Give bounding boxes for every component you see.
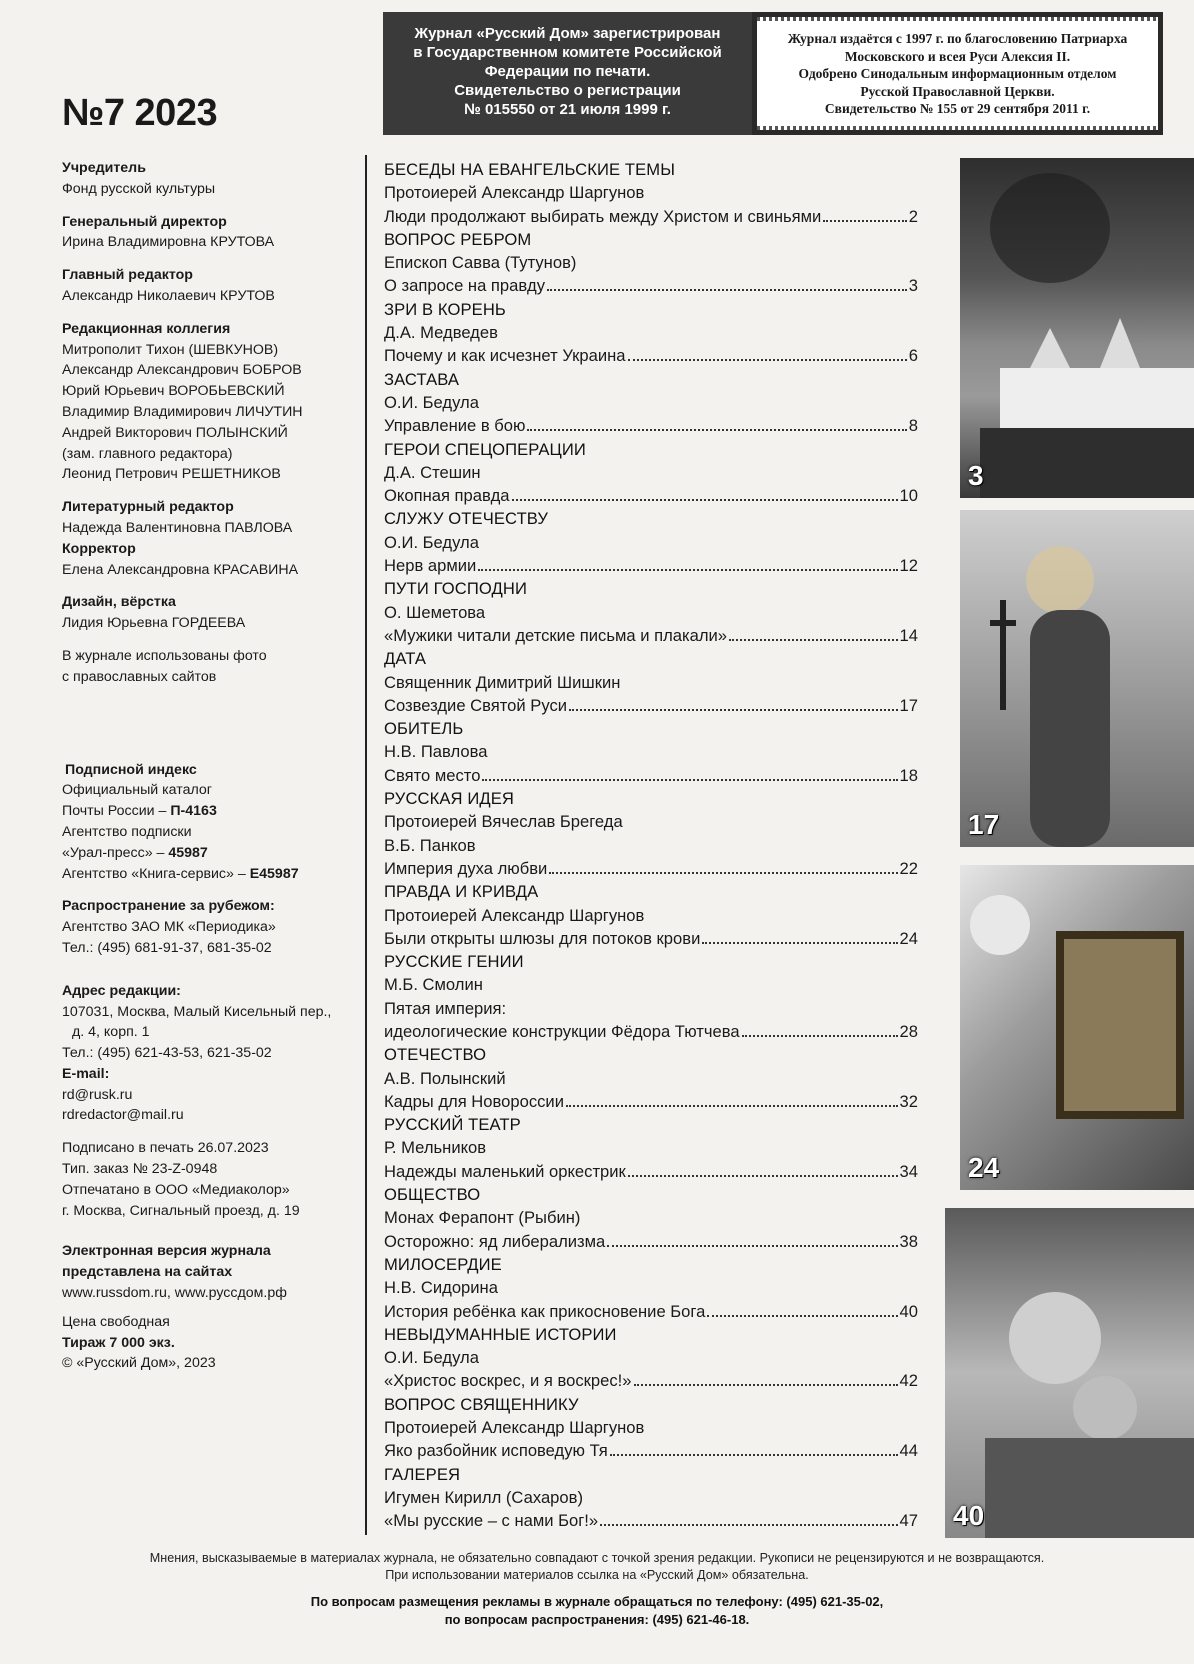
toc-page: 44 <box>899 1441 918 1461</box>
toc-page: 18 <box>899 765 918 785</box>
address-heading: Адрес редакции: <box>62 982 181 999</box>
toc-page: 22 <box>899 858 918 878</box>
subscription-line: Официальный каталог <box>62 782 212 799</box>
registration-line: в Государственном комитете Российской <box>413 44 722 61</box>
toc-page: 28 <box>899 1021 918 1041</box>
subscription-line: Агентство «Книга-сервис» – Е45987 <box>62 865 299 882</box>
toc-title: Нерв армии <box>384 556 477 576</box>
toc-entry[interactable] <box>384 857 918 880</box>
toc-title: Надежды маленький оркестрик <box>384 1161 626 1181</box>
masthead-column <box>62 158 362 1374</box>
toc-leader <box>607 1245 897 1247</box>
toc-author: Н.В. Павлова <box>384 742 488 762</box>
toc-section: РУССКИЕ ГЕНИИ <box>384 952 524 972</box>
toc-author: Пятая империя: <box>384 998 507 1018</box>
toc-page: 24 <box>899 928 918 948</box>
founder: Фонд русской культуры <box>62 180 216 197</box>
toc-title: История ребёнка как прикосновение Бога <box>384 1301 706 1321</box>
toc-page: 10 <box>899 486 918 506</box>
toc-entry[interactable] <box>384 1439 918 1462</box>
disclaimer-line: При использовании материалов ссылка на «Русский Дом» обязательна. <box>385 1568 809 1582</box>
toc-entry[interactable] <box>384 205 918 228</box>
disclaimer-line: Мнения, высказываемые в материалах журнала, не обязательно совпадают с точкой зрения редакции. Рукописи не рецензируются и не возвращаются. <box>149 1551 1045 1565</box>
toc-page: 47 <box>899 1511 918 1531</box>
photo-page-label: 40 <box>953 1500 985 1531</box>
toc-title: «Мужики читали детские письма и плакали» <box>384 625 728 645</box>
toc-leader <box>566 1105 898 1107</box>
toc-page: 2 <box>908 206 918 226</box>
toc-entry[interactable] <box>384 414 918 437</box>
toc-title: Люди продолжают выбирать между Христом и свиньями <box>384 206 822 226</box>
design-heading: Дизайн, вёрстка <box>62 594 176 611</box>
design-name: Лидия Юрьевна ГОРДЕЕВА <box>62 615 246 632</box>
blessing-line: Московского и всея Руси Алексия II. <box>844 48 1071 64</box>
subscription-line: «Урал-пресс» – 45987 <box>62 844 208 861</box>
toc-author: В.Б. Панков <box>384 835 476 855</box>
toc-entry[interactable] <box>384 694 918 717</box>
board-member: Андрей Викторович ПОЛЫНСКИЙ <box>62 424 288 441</box>
toc-page: 40 <box>899 1301 918 1321</box>
toc-leader <box>729 639 897 641</box>
lit-editor-name: Надежда Валентиновна ПАВЛОВА <box>62 519 293 536</box>
icon-procession-icon <box>960 865 1194 1190</box>
toc-author: А.В. Полынский <box>384 1068 506 1088</box>
toc-leader <box>707 1315 897 1317</box>
ads-line: по вопросам распространения: (495) 621-46-18. <box>444 1612 750 1627</box>
toc-section: СЛУЖУ ОТЕЧЕСТВУ <box>384 509 549 529</box>
table-of-contents <box>384 158 918 1533</box>
toc-section: РУССКИЙ ТЕАТР <box>384 1115 521 1135</box>
address-line: д. 4, корп. 1 <box>72 1024 150 1041</box>
ads-contacts <box>0 1593 1194 1629</box>
column-divider <box>365 155 367 1535</box>
toc-section: ОБЩЕСТВО <box>384 1185 481 1205</box>
toc-leader <box>478 569 897 571</box>
saint-icon <box>960 510 1194 847</box>
toc-entry[interactable] <box>384 484 918 507</box>
toc-section: ГАЛЕРЕЯ <box>384 1464 461 1484</box>
board-member: Александр Александрович БОБРОВ <box>62 362 302 379</box>
registration-line: Журнал «Русский Дом» зарегистрирован <box>414 25 721 42</box>
print-line: Тип. заказ № 23-Z-0948 <box>62 1161 218 1178</box>
toc-leader <box>823 220 906 222</box>
toc-author: Протоиерей Александр Шаргунов <box>384 1418 645 1438</box>
toc-page: 12 <box>899 556 918 576</box>
toc-title: Яко разбойник исповедую Тя <box>384 1441 608 1461</box>
toc-title: Империя духа любви <box>384 858 548 878</box>
toc-leader <box>600 1524 897 1526</box>
toc-leader <box>569 709 898 711</box>
ads-line: По вопросам размещения рекламы в журнале обращаться по телефону: (495) 621-35-02, <box>310 1594 884 1609</box>
editor-name: Александр Николаевич КРУТОВ <box>62 287 275 304</box>
toc-author: Священник Димитрий Шишкин <box>384 672 621 692</box>
gd-name: Ирина Владимировна КРУТОВА <box>62 234 275 251</box>
abroad-heading: Распространение за рубежом: <box>62 898 275 915</box>
toc-entry[interactable] <box>384 1020 918 1043</box>
toc-title: Свято место <box>384 765 481 785</box>
toc-entry[interactable] <box>384 1090 918 1113</box>
toc-entry[interactable] <box>384 927 918 950</box>
gd-heading: Генеральный директор <box>62 213 227 230</box>
email-heading: E-mail: <box>62 1065 110 1082</box>
registration-box <box>383 12 752 135</box>
blessing-box <box>752 12 1163 135</box>
toc-page: 32 <box>899 1091 918 1111</box>
toc-entry[interactable] <box>384 1509 918 1532</box>
board-heading: Редакционная коллегия <box>62 320 231 337</box>
toc-page: 17 <box>899 695 918 715</box>
toc-title: О запросе на правду <box>384 276 545 296</box>
toc-section: НЕВЫДУМАННЫЕ ИСТОРИИ <box>384 1324 617 1344</box>
toc-section: ГЕРОИ СПЕЦОПЕРАЦИИ <box>384 439 586 459</box>
toc-page: 38 <box>899 1231 918 1251</box>
toc-section: ОТЕЧЕСТВО <box>384 1045 487 1065</box>
disclaimer <box>0 1550 1194 1584</box>
toc-section: ПРАВДА И КРИВДА <box>384 882 539 902</box>
toc-author: Протоиерей Александр Шаргунов <box>384 183 645 203</box>
toc-page: 34 <box>899 1161 918 1181</box>
toc-section: РУССКАЯ ИДЕЯ <box>384 789 514 809</box>
toc-leader <box>742 1035 898 1037</box>
websites[interactable]: www.russdom.ru, www.руссдом.рф <box>62 1285 287 1302</box>
toc-section: ЗРИ В КОРЕНЬ <box>384 299 506 319</box>
abroad-line: Агентство ЗАО МК «Периодика» <box>62 919 276 936</box>
toc-leader <box>702 942 897 944</box>
issue-number: №7 2023 <box>62 92 218 134</box>
board-member: (зам. главного редактора) <box>62 445 233 462</box>
toc-leader <box>512 499 898 501</box>
photo-procession <box>960 865 1194 1190</box>
subscription-line: Почты России – П-4163 <box>62 803 217 820</box>
toc-entry[interactable] <box>384 1300 918 1323</box>
registration-line: Федерации по печати. <box>484 63 651 80</box>
toc-section: ПУТИ ГОСПОДНИ <box>384 579 528 599</box>
toc-title: Созвездие Святой Руси <box>384 695 568 715</box>
toc-leader <box>549 872 897 874</box>
monastery-icon <box>960 158 1194 498</box>
toc-leader <box>610 1454 898 1456</box>
photo-note: с православных сайтов <box>62 668 217 685</box>
founder-heading: Учредитель <box>62 160 146 176</box>
photo-page-label: 3 <box>968 460 984 491</box>
blessing-line: Журнал издаётся с 1997 г. по благословению Патриарха <box>787 31 1128 46</box>
board-member: Леонид Петрович РЕШЕТНИКОВ <box>62 466 281 483</box>
toc-title: Кадры для Новороссии <box>384 1091 564 1111</box>
toc-author: Епископ Савва (Тутунов) <box>384 253 577 273</box>
online-heading: представлена на сайтах <box>62 1264 233 1281</box>
address-line: Тел.: (495) 621-43-53, 621-35-02 <box>62 1045 272 1062</box>
toc-leader <box>634 1384 898 1386</box>
toc-entry[interactable] <box>384 1230 918 1253</box>
blessing-line: Русской Православной Церкви. <box>860 83 1055 99</box>
toc-section: ВОПРОС РЕБРОМ <box>384 229 532 249</box>
subscription-heading: Подписной индекс <box>65 761 197 778</box>
toc-author: О. Шеметова <box>384 602 486 622</box>
toc-section: ЗАСТАВА <box>384 369 460 389</box>
toc-title: Окопная правда <box>384 486 510 506</box>
toc-entry[interactable] <box>384 1369 918 1392</box>
toc-title: идеологические конструкции Фёдора Тютчева <box>384 1021 740 1041</box>
toc-author: М.Б. Смолин <box>384 975 483 995</box>
toc-leader <box>547 289 907 291</box>
toc-entry[interactable] <box>384 274 918 297</box>
blessing-line: Одобрено Синодальным информационным отделом <box>798 66 1117 81</box>
toc-entry[interactable] <box>384 624 918 647</box>
toc-leader <box>482 779 897 781</box>
toc-entry[interactable] <box>384 554 918 577</box>
toc-author: Игумен Кирилл (Сахаров) <box>384 1487 583 1507</box>
registration-line: Свидетельство о регистрации <box>454 82 681 99</box>
toc-leader <box>527 429 906 431</box>
online-heading: Электронная версия журнала <box>62 1243 271 1260</box>
toc-page: 14 <box>899 625 918 645</box>
toc-section: МИЛОСЕРДИЕ <box>384 1254 502 1274</box>
toc-title: Почему и как исчезнет Украина <box>384 346 626 366</box>
subscription-line: Агентство подписки <box>62 823 192 840</box>
print-line: Отпечатано в ООО «Медиаколор» <box>62 1181 290 1198</box>
toc-page: 42 <box>899 1371 918 1391</box>
toc-author: Протоиерей Вячеслав Брегеда <box>384 812 623 832</box>
toc-leader <box>628 1175 898 1177</box>
toc-section: ОБИТЕЛЬ <box>384 719 464 739</box>
toc-title: Осторожно: яд либерализма <box>384 1231 606 1251</box>
toc-author: Д.А. Медведев <box>384 323 498 343</box>
toc-entry[interactable] <box>384 1160 918 1183</box>
toc-section: ВОПРОС СВЯЩЕННИКУ <box>384 1394 579 1414</box>
toc-title: Были открыты шлюзы для потоков крови <box>384 928 701 948</box>
toc-section: ДАТА <box>384 649 427 669</box>
toc-entry[interactable] <box>384 764 918 787</box>
photo-priest-child <box>945 1208 1194 1538</box>
toc-entry[interactable] <box>384 344 918 367</box>
circulation: Тираж 7 000 экз. <box>62 1334 175 1351</box>
toc-author: Д.А. Стешин <box>384 462 481 482</box>
toc-leader <box>628 359 907 361</box>
photo-page-label: 24 <box>968 1152 1000 1183</box>
toc-author: О.И. Бедула <box>384 532 479 552</box>
email[interactable]: rd@rusk.ru <box>62 1086 133 1103</box>
editor-heading: Главный редактор <box>62 267 193 284</box>
photo-icon-saint <box>960 510 1194 847</box>
toc-author: Монах Ферапонт (Рыбин) <box>384 1208 581 1228</box>
photo-page-label: 17 <box>968 809 1000 840</box>
corrector-heading: Корректор <box>62 540 136 557</box>
print-line: г. Москва, Сигнальный проезд, д. 19 <box>62 1202 300 1219</box>
address-line: 107031, Москва, Малый Кисельный пер., <box>62 1003 332 1020</box>
price: Цена свободная <box>62 1313 170 1330</box>
priest-child-icon <box>945 1208 1194 1538</box>
toc-author: Р. Мельников <box>384 1138 487 1158</box>
board-member: Митрополит Тихон (ШЕВКУНОВ) <box>62 341 279 358</box>
toc-title: Управление в бою <box>384 416 526 436</box>
photo-monastery <box>960 158 1194 498</box>
toc-title: «Мы русские – с нами Бог!» <box>384 1511 599 1531</box>
blessing-line: Свидетельство № 155 от 29 сентября 2011 г. <box>824 101 1091 116</box>
print-line: Подписано в печать 26.07.2023 <box>62 1140 269 1157</box>
corrector-name: Елена Александровна КРАСАВИНА <box>62 561 299 578</box>
board-member: Юрий Юрьевич ВОРОБЬЕВСКИЙ <box>62 383 285 400</box>
toc-page: 3 <box>908 276 918 296</box>
lit-editor-heading: Литературный редактор <box>62 499 234 516</box>
toc-author: О.И. Бедула <box>384 1348 479 1368</box>
registration-line: № 015550 от 21 июля 1999 г. <box>464 101 671 118</box>
toc-title: «Христос воскрес, и я воскрес!» <box>384 1371 632 1391</box>
copyright: © «Русский Дом», 2023 <box>62 1355 216 1372</box>
toc-author: Протоиерей Александр Шаргунов <box>384 905 645 925</box>
toc-author: О.И. Бедула <box>384 392 479 412</box>
toc-page: 6 <box>908 346 918 366</box>
photo-note: В журнале использованы фото <box>62 647 267 664</box>
abroad-line: Тел.: (495) 681-91-37, 681-35-02 <box>62 939 272 956</box>
board-member: Владимир Владимирович ЛИЧУТИН <box>62 403 303 420</box>
toc-author: Н.В. Сидорина <box>384 1278 498 1298</box>
toc-page: 8 <box>908 416 918 436</box>
toc-section: БЕСЕДЫ НА ЕВАНГЕЛЬСКИЕ ТЕМЫ <box>384 160 675 179</box>
email[interactable]: rdredactor@mail.ru <box>62 1107 184 1124</box>
